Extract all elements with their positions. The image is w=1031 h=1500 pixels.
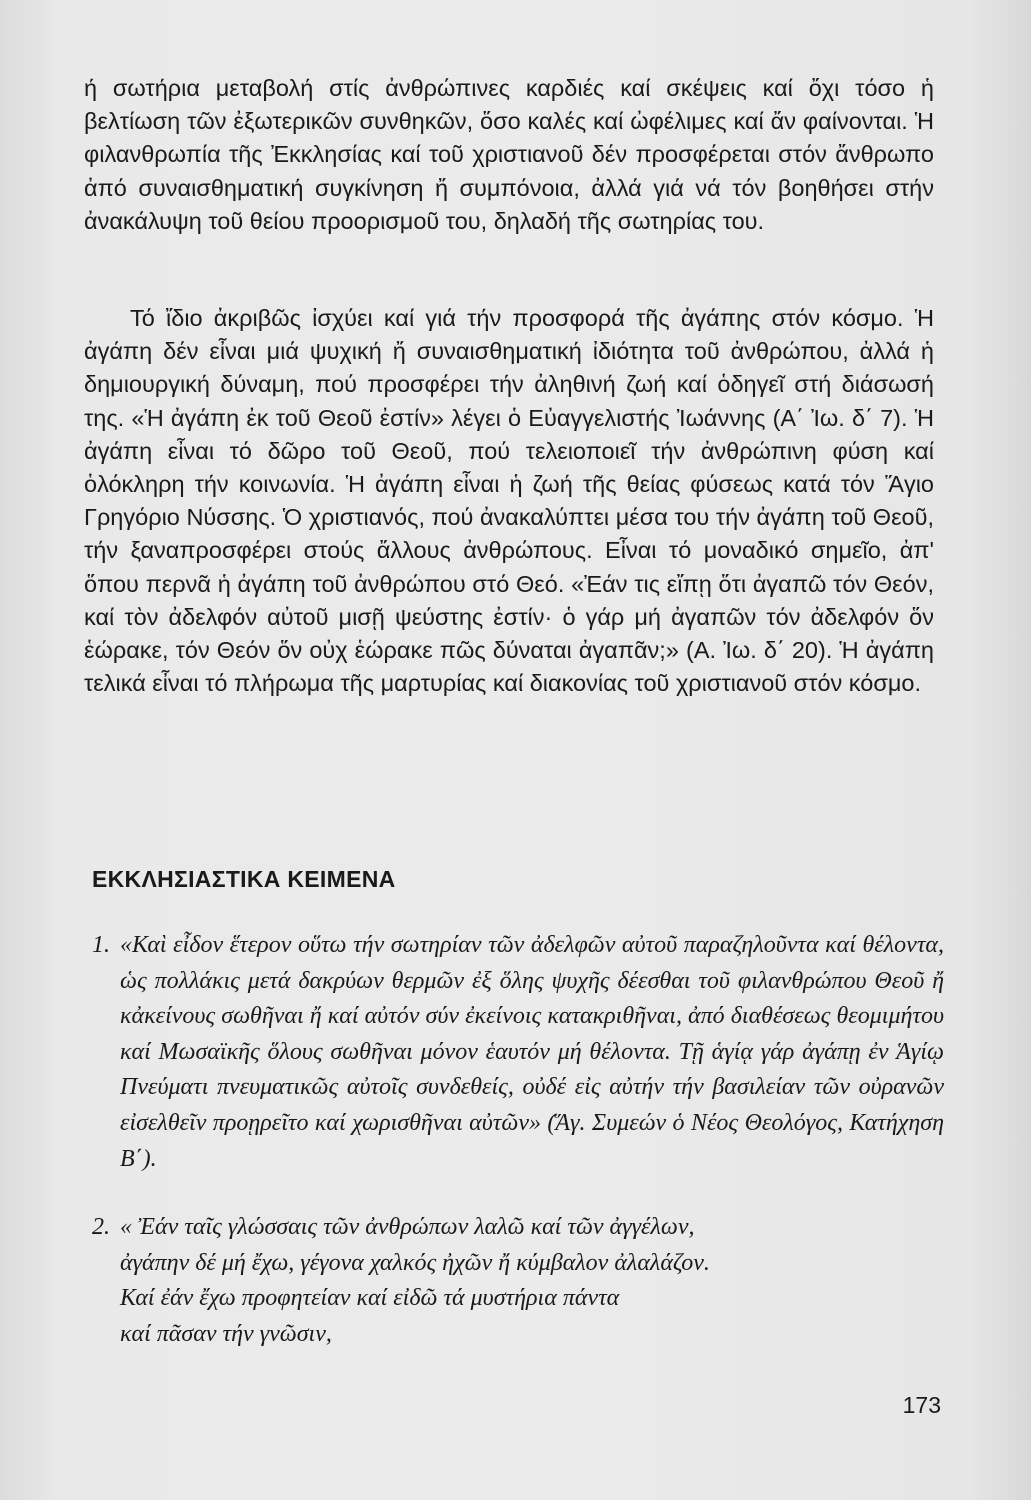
quote-2-line: καί πᾶσαν τήν γνῶσιν, — [120, 1320, 332, 1347]
paragraph-1: ή σωτήρια μεταβολή στίς ἀνθρώπινες καρδιές καί σκέψεις καί ὄχι τόσο ἡ βελτίωση τῶν ἐξωτερικῶν συνθηκῶν, ὅσο καλές καί ὠφέλιμες καί ἄν φαίνονται. Ἡ φιλανθρωπία τῆς Ἐκκλησίας καί τοῦ χριστιανοῦ δέν προσφέρεται στόν ἄνθρωπο ἀπό συναισθηματική συγκίνηση ἤ συμπόνοια, ἀλλά γιά νά τόν βοηθήσει στήν ἀνακάλυψη τοῦ θείου προορισμοῦ του, δηλαδή τῆς σωτηρίας του. — [84, 75, 934, 234]
page-number: 173 — [902, 1392, 941, 1418]
quote-2-verses — [120, 1210, 944, 1352]
quote-2-line: « Ἐάν ταῖς γλώσσαις τῶν ἀνθρώπων λαλῶ καί τῶν ἀγγέλων, — [120, 1214, 695, 1240]
section-heading: ΕΚΚΛΗΣΙΑΣΤΙΚΑ ΚΕΙΜΕΝΑ — [92, 866, 396, 892]
quote-2 — [84, 1210, 944, 1352]
quote-2-number: 2. — [92, 1214, 110, 1240]
quote-2-line: ἀγάπην δέ μή ἔχω, γέγονα χαλκός ἠχῶν ἤ κύμβαλον ἀλαλάζον. — [120, 1249, 710, 1276]
quote-2-line: Καί ἐάν ἔχω προφητείαν καί εἰδῶ τά μυστήρια πάντα — [120, 1285, 620, 1312]
quote-1-text: «Καὶ εἶδον ἕτερον οὕτω τήν σωτηρίαν τῶν ἀδελφῶν αὐτοῦ παραζηλοῦντα καί θέλοντα, ὡς πολλάκις μετά δακρύων θερμῶν ἐξ ὅλης ψυχῆς δέεσθαι τοῦ φιλανθρώπου Θεοῦ ἤ κἀκείνους σωθῆναι ἤ καί αὐτόν σύν ἐκείνοις κατακριθῆναι, ἀπό διαθέσεως θεομιμήτου καί Μωσαϊκῆς ὅλους σωθῆναι μόνον ἑαυτόν μή θέλοντα. Τῇ ἁγίᾳ γάρ ἀγάπῃ ἐν Ἁγίῳ Πνεύματι πνευματικῶς αὐτοῖς συνδεθείς, οὐδέ εἰς αὐτήν τήν βασιλείαν τῶν οὐρανῶν εἰσελθεῖν προῃρεῖτο καί χωρισθῆναι αὐτῶν» (Ἅγ. Συμεών ὁ Νέος Θεολόγος, Κατήχηση Β΄). — [120, 932, 944, 1172]
quote-1-number: 1. — [92, 932, 110, 958]
quote-1 — [84, 928, 944, 1177]
paragraph-2: Τό ἴδιο ἀκριβῶς ἰσχύει καί γιά τήν προσφορά τῆς ἀγάπης στόν κόσμο. Ἡ ἀγάπη δέν εἶναι μιά ψυχική ἤ συναισθηματική ἰδιότητα τοῦ ἀνθρώπου, ἀλλά ἡ δημιουργική δύναμη, πού προσφέρει τήν ἀληθινή ζωή καί ὁδηγεῖ στή διάσωσή της. «Ἡ ἀγάπη ἐκ τοῦ Θεοῦ ἐστίν» λέγει ὁ Εὐαγγελιστής Ἰωάννης (Α΄ Ἰω. δ΄ 7). Ἡ ἀγάπη εἶναι τό δῶρο τοῦ Θεοῦ, πού τελειοποιεῖ τήν ἀνθρώπινη φύση καί ὁλόκληρη τήν κοινωνία. Ἡ ἀγάπη εἶναι ἡ ζωή τῆς θείας φύσεως κατά τόν Ἅγιο Γρηγόριο Νύσσης. Ὁ χριστιανός, πού ἀνακαλύπτει μέσα του τήν ἀγάπη τοῦ Θεοῦ, τήν ξαναπροσφέρει στούς ἄλλους ἀνθρώπους. Εἶναι τό μοναδικό σημεῖο, ἀπ' ὅπου περνᾶ ἡ ἀγάπη τοῦ ἀνθρώπου στό Θεό. «Ἐάν τις εἴπῃ ὅτι ἀγαπῶ τόν Θεόν, καί τὸν ἀδελφόν αὐτοῦ μισῇ ψεύστης ἐστίν· ὁ γάρ μή ἀγαπῶν τόν ἀδελφόν ὅν ἑώρακε, τόν Θεόν ὅν οὐχ ἑώρακε πῶς δύναται ἀγαπᾶν;» (Α. Ἰω. δ΄ 20). Ἡ ἀγάπη τελικά εἶναι τό πλήρωμα τῆς μαρτυρίας καί διακονίας τοῦ χριστιανοῦ στόν κόσμο. — [84, 305, 934, 697]
